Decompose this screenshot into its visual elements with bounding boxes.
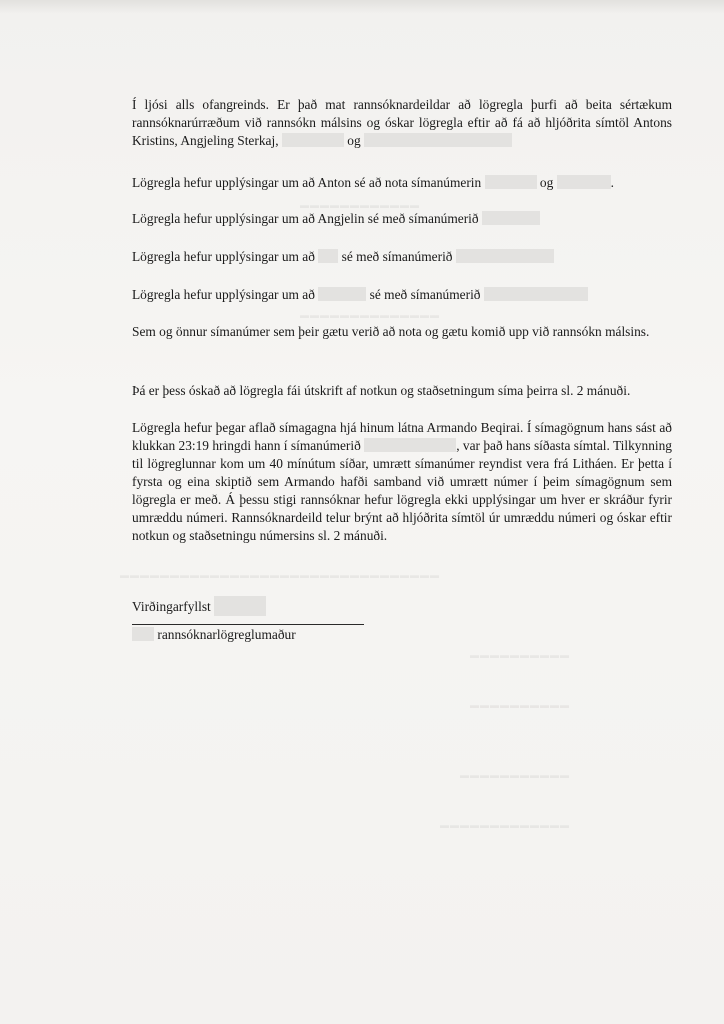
redaction-block [318,287,366,301]
paragraph-person-number-1 [132,248,672,266]
paragraph-text: sé með símanúmerið [369,287,481,302]
paragraph-text: Þá er þess óskað að lögregla fái útskrift af notkun og staðsetningum síma þeirra sl. 2 mánuði. [132,383,631,398]
paragraph-text: Lögregla hefur upplýsingar um að Angjelin sé með símanúmerið [132,211,479,226]
closing-text: Virðingarfyllst [132,599,211,614]
paragraph-text: Lögregla hefur upplýsingar um að Anton sé að nota símanúmerin [132,175,482,190]
redaction-block [132,627,154,641]
paragraph-printout-request [132,382,672,400]
paragraph-other-numbers [132,323,672,341]
paragraph-text: sé með símanúmerið [341,249,453,264]
redaction-block [557,175,611,189]
bleed-through-mark: ▬▬▬▬▬▬▬▬▬▬▬▬ [300,200,420,210]
redaction-block [456,249,554,263]
paragraph-text: , var það hans síðasta símtal. Tilkynning til lögreglunnar kom um 40 mínútum síðar, umrætt símanúmer reyndist vera frá Litháen. Er þetta í fyrsta og eina skiptið sem Armando hafði samband við umrætt númer í þeim símagögnum sem lögregla er með. Á þessu stigi rannsóknar hefur lögregla ekki upplýsingar um hver er skráður fyrir umræddu númeri. Rannsóknardeild telur brýnt að hljóðrita símtöl úr umræddu númeri og óskar eftir notkun og staðsetningu númersins sl. 2 mánuði. [132,438,673,543]
redaction-block [214,596,266,616]
paragraph-text: Sem og önnur símanúmer sem þeir gætu verið að nota og gætu komið upp við rannsókn málsins. [132,324,650,339]
redaction-block [364,438,456,452]
redaction-block [482,211,540,225]
paragraph-text: og [347,133,361,148]
paragraph-text: og [539,175,554,190]
paragraph-text: . [610,175,615,190]
bleed-through-mark: ▬▬▬▬▬▬▬▬▬▬▬ [460,770,570,780]
paragraph-anton-numbers [132,174,672,192]
redaction-block [484,287,588,301]
signature-title [132,626,432,644]
signature-line [132,624,364,625]
redaction-block [485,175,537,189]
bleed-through-mark: ▬▬▬▬▬▬▬▬▬▬▬▬▬ [440,820,570,830]
redaction-block [364,133,512,147]
bleed-through-mark: ▬▬▬▬▬▬▬▬▬▬▬▬▬▬ [300,310,440,320]
signature-closing [132,596,432,616]
paragraph-text: Lögregla hefur upplýsingar um að [132,287,315,302]
paragraph-person-number-2 [132,286,672,304]
paragraph-phone-records [132,419,672,545]
redaction-block [282,133,344,147]
paragraph-angjelin-number [132,210,672,228]
paragraph-text: Lögregla hefur upplýsingar um að [132,249,315,264]
bleed-through-mark: ▬▬▬▬▬▬▬▬▬▬ [470,700,570,710]
paragraph-text: Lögregla hefur þegar aflað símagagna hjá hinum látna Armando Beqirai. Í símagögnum hans sást að klukkan 23:19 hringdi hann í símanúmerið [132,420,672,453]
title-text: rannsóknarlögreglumaður [157,627,296,642]
bleed-through-mark: ▬▬▬▬▬▬▬▬▬▬▬▬▬▬▬▬▬▬▬▬▬▬▬▬▬▬▬▬▬▬▬▬ [120,570,440,580]
paragraph-text: Í ljósi alls ofangreinds. Er það mat rannsóknardeildar að lögregla þurfi að beita sértækum rannsóknarúrræðum við rannsókn málsins og óskar lögregla eftir að fá að hljóðrita símtöl Antons Kristins, Angjeling Sterkaj, [132,97,672,148]
paragraph-request-intro [132,96,672,150]
scan-edge-shadow [0,0,724,14]
redaction-block [318,249,338,263]
bleed-through-mark: ▬▬▬▬▬▬▬▬▬▬ [470,650,570,660]
